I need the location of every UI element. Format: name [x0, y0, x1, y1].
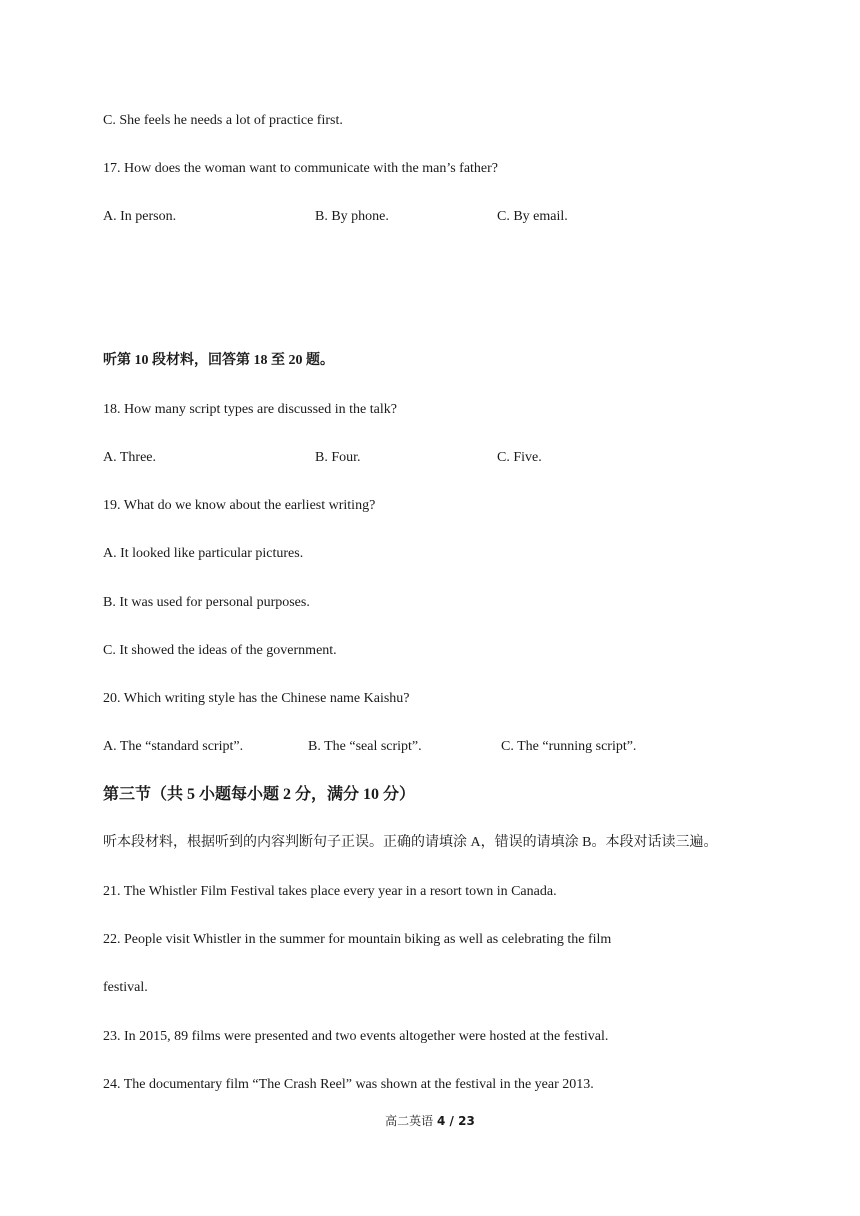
section10-heading: 听第 10 段材料，回答第 18 至 20 题。: [103, 353, 334, 368]
statement-21: 21. The Whistler Film Festival takes place every year in a resort town in Canada.: [103, 884, 557, 899]
q17-option-b: B. By phone.: [315, 209, 389, 224]
q18-option-c: C. Five.: [497, 450, 542, 465]
q17-option-c: C. By email.: [497, 209, 568, 224]
q17-question: 17. How does the woman want to communicate with the man’s father?: [103, 161, 499, 176]
part3-instruction: 听本段材料，根据听到的内容判断句子正误。正确的请填涂 A，错误的请填涂 B。本段对话读三遍。: [103, 835, 718, 850]
q20-option-c: C. The “running script”.: [501, 739, 637, 754]
q20-option-a: A. The “standard script”.: [103, 739, 244, 754]
statement-22-line2: festival.: [103, 980, 148, 995]
q18-question: 18. How many script types are discussed in the talk?: [103, 402, 397, 417]
q16-option-c: C. She feels he needs a lot of practice first.: [103, 113, 343, 128]
q19-option-b: B. It was used for personal purposes.: [103, 595, 310, 610]
q20-question: 20. Which writing style has the Chinese name Kaishu?: [103, 691, 410, 706]
footer-subject: 高二英语: [385, 1114, 434, 1128]
q19-question: 19. What do we know about the earliest writing?: [103, 498, 376, 513]
statement-22-line1: 22. People visit Whistler in the summer for mountain biking as well as celebrating the film: [103, 932, 612, 947]
q17-option-a: A. In person.: [103, 209, 177, 224]
q18-option-b: B. Four.: [315, 450, 361, 465]
q20-option-b: B. The “seal script”.: [308, 739, 422, 754]
part3-heading: 第三节（共 5 小题每小题 2 分，满分 10 分）: [103, 786, 416, 803]
q18-option-a: A. Three.: [103, 450, 156, 465]
q19-option-a: A. It looked like particular pictures.: [103, 546, 304, 561]
page-footer: [0, 1112, 860, 1129]
statement-23: 23. In 2015, 89 films were presented and two events altogether were hosted at the festival.: [103, 1029, 609, 1044]
q19-option-c: C. It showed the ideas of the government.: [103, 643, 337, 658]
statement-24: 24. The documentary film “The Crash Reel” was shown at the festival in the year 2013.: [103, 1077, 594, 1092]
footer-page-number: 4 / 23: [437, 1114, 475, 1128]
